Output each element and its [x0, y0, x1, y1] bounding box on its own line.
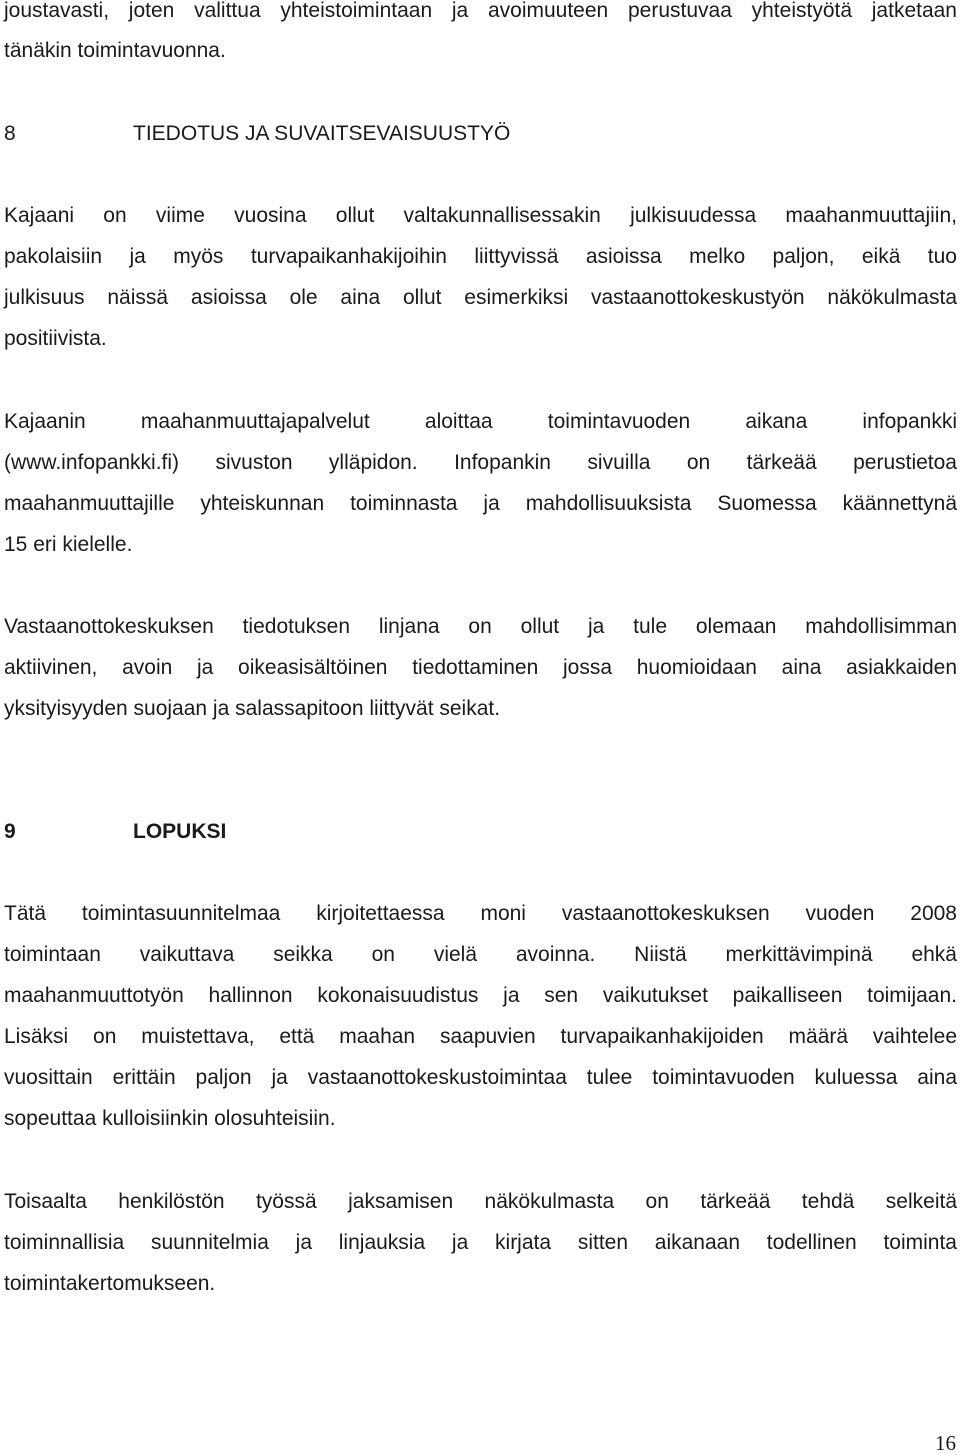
- section-8-p1-line-3: julkisuus näissä asioissa ole aina ollut esimerkiksi vastaanottokeskustyön näkökulmasta: [4, 286, 957, 309]
- section-8-p2-line-4: 15 eri kielelle.: [4, 533, 133, 556]
- section-9-p1-line-3: maahanmuuttotyön hallinnon kokonaisuudistus ja sen vaikutukset paikalliseen toimijaan.: [4, 984, 957, 1007]
- intro-line-2: tänäkin toimintavuonna.: [4, 39, 226, 62]
- section-8-p1-line-1: Kajaani on viime vuosina ollut valtakunnallisessakin julkisuudessa maahanmuuttajiin,: [4, 204, 957, 227]
- section-8-p3-line-1: Vastaanottokeskuksen tiedotuksen linjana on ollut ja tule olemaan mahdollisimman: [4, 615, 957, 638]
- page-number: 16: [935, 1431, 956, 1455]
- intro-line-1: joustavasti, joten valittua yhteistoimintaan ja avoimuuteen perustuvaa yhteistyötä jatketaan: [4, 0, 957, 22]
- section-9-p2-line-3: toimintakertomukseen.: [4, 1272, 216, 1295]
- section-8-number: 8: [4, 122, 16, 145]
- section-8-title: TIEDOTUS JA SUVAITSEVAISUUSTYÖ: [133, 122, 511, 145]
- section-8-p3-line-2: aktiivinen, avoin ja oikeasisältöinen tiedottaminen jossa huomioidaan aina asiakkaiden: [4, 656, 957, 679]
- section-9-p1-line-5: vuosittain erittäin paljon ja vastaanottokeskustoimintaa tulee toimintavuoden kuluessa aina: [4, 1066, 957, 1089]
- section-9-p1-line-4: Lisäksi on muistettava, että maahan saapuvien turvapaikanhakijoiden määrä vaihtelee: [4, 1025, 957, 1048]
- section-9-p1-line-6: sopeuttaa kulloisiinkin olosuhteisiin.: [4, 1107, 336, 1130]
- section-9-p2-line-1: Toisaalta henkilöstön työssä jaksamisen näkökulmasta on tärkeää tehdä selkeitä: [4, 1190, 957, 1213]
- section-9-p2-line-2: toiminnallisia suunnitelmia ja linjauksia ja kirjata sitten aikanaan todellinen toiminta: [4, 1231, 957, 1254]
- section-8-p2-line-2: (www.infopankki.fi) sivuston ylläpidon. Infopankin sivuilla on tärkeää perustietoa: [4, 451, 957, 474]
- section-9-p1-line-1: Tätä toimintasuunnitelmaa kirjoitettaessa moni vastaanottokeskuksen vuoden 2008: [4, 902, 957, 925]
- section-8-p2-line-3: maahanmuuttajille yhteiskunnan toiminnasta ja mahdollisuuksista Suomessa käännettynä: [4, 492, 957, 515]
- section-8-p3-line-3: yksityisyyden suojaan ja salassapitoon liittyvät seikat.: [4, 697, 501, 720]
- section-9-title: LOPUKSI: [133, 820, 227, 843]
- section-9-number: 9: [4, 820, 16, 843]
- section-8-p2-line-1: Kajaanin maahanmuuttajapalvelut aloittaa toimintavuoden aikana infopankki: [4, 410, 957, 433]
- section-8-p1-line-2: pakolaisiin ja myös turvapaikanhakijoihin liittyvissä asioissa melko paljon, eikä tuo: [4, 245, 957, 268]
- section-9-p1-line-2: toimintaan vaikuttava seikka on vielä avoinna. Niistä merkittävimpinä ehkä: [4, 943, 957, 966]
- section-8-p1-line-4: positiivista.: [4, 327, 107, 350]
